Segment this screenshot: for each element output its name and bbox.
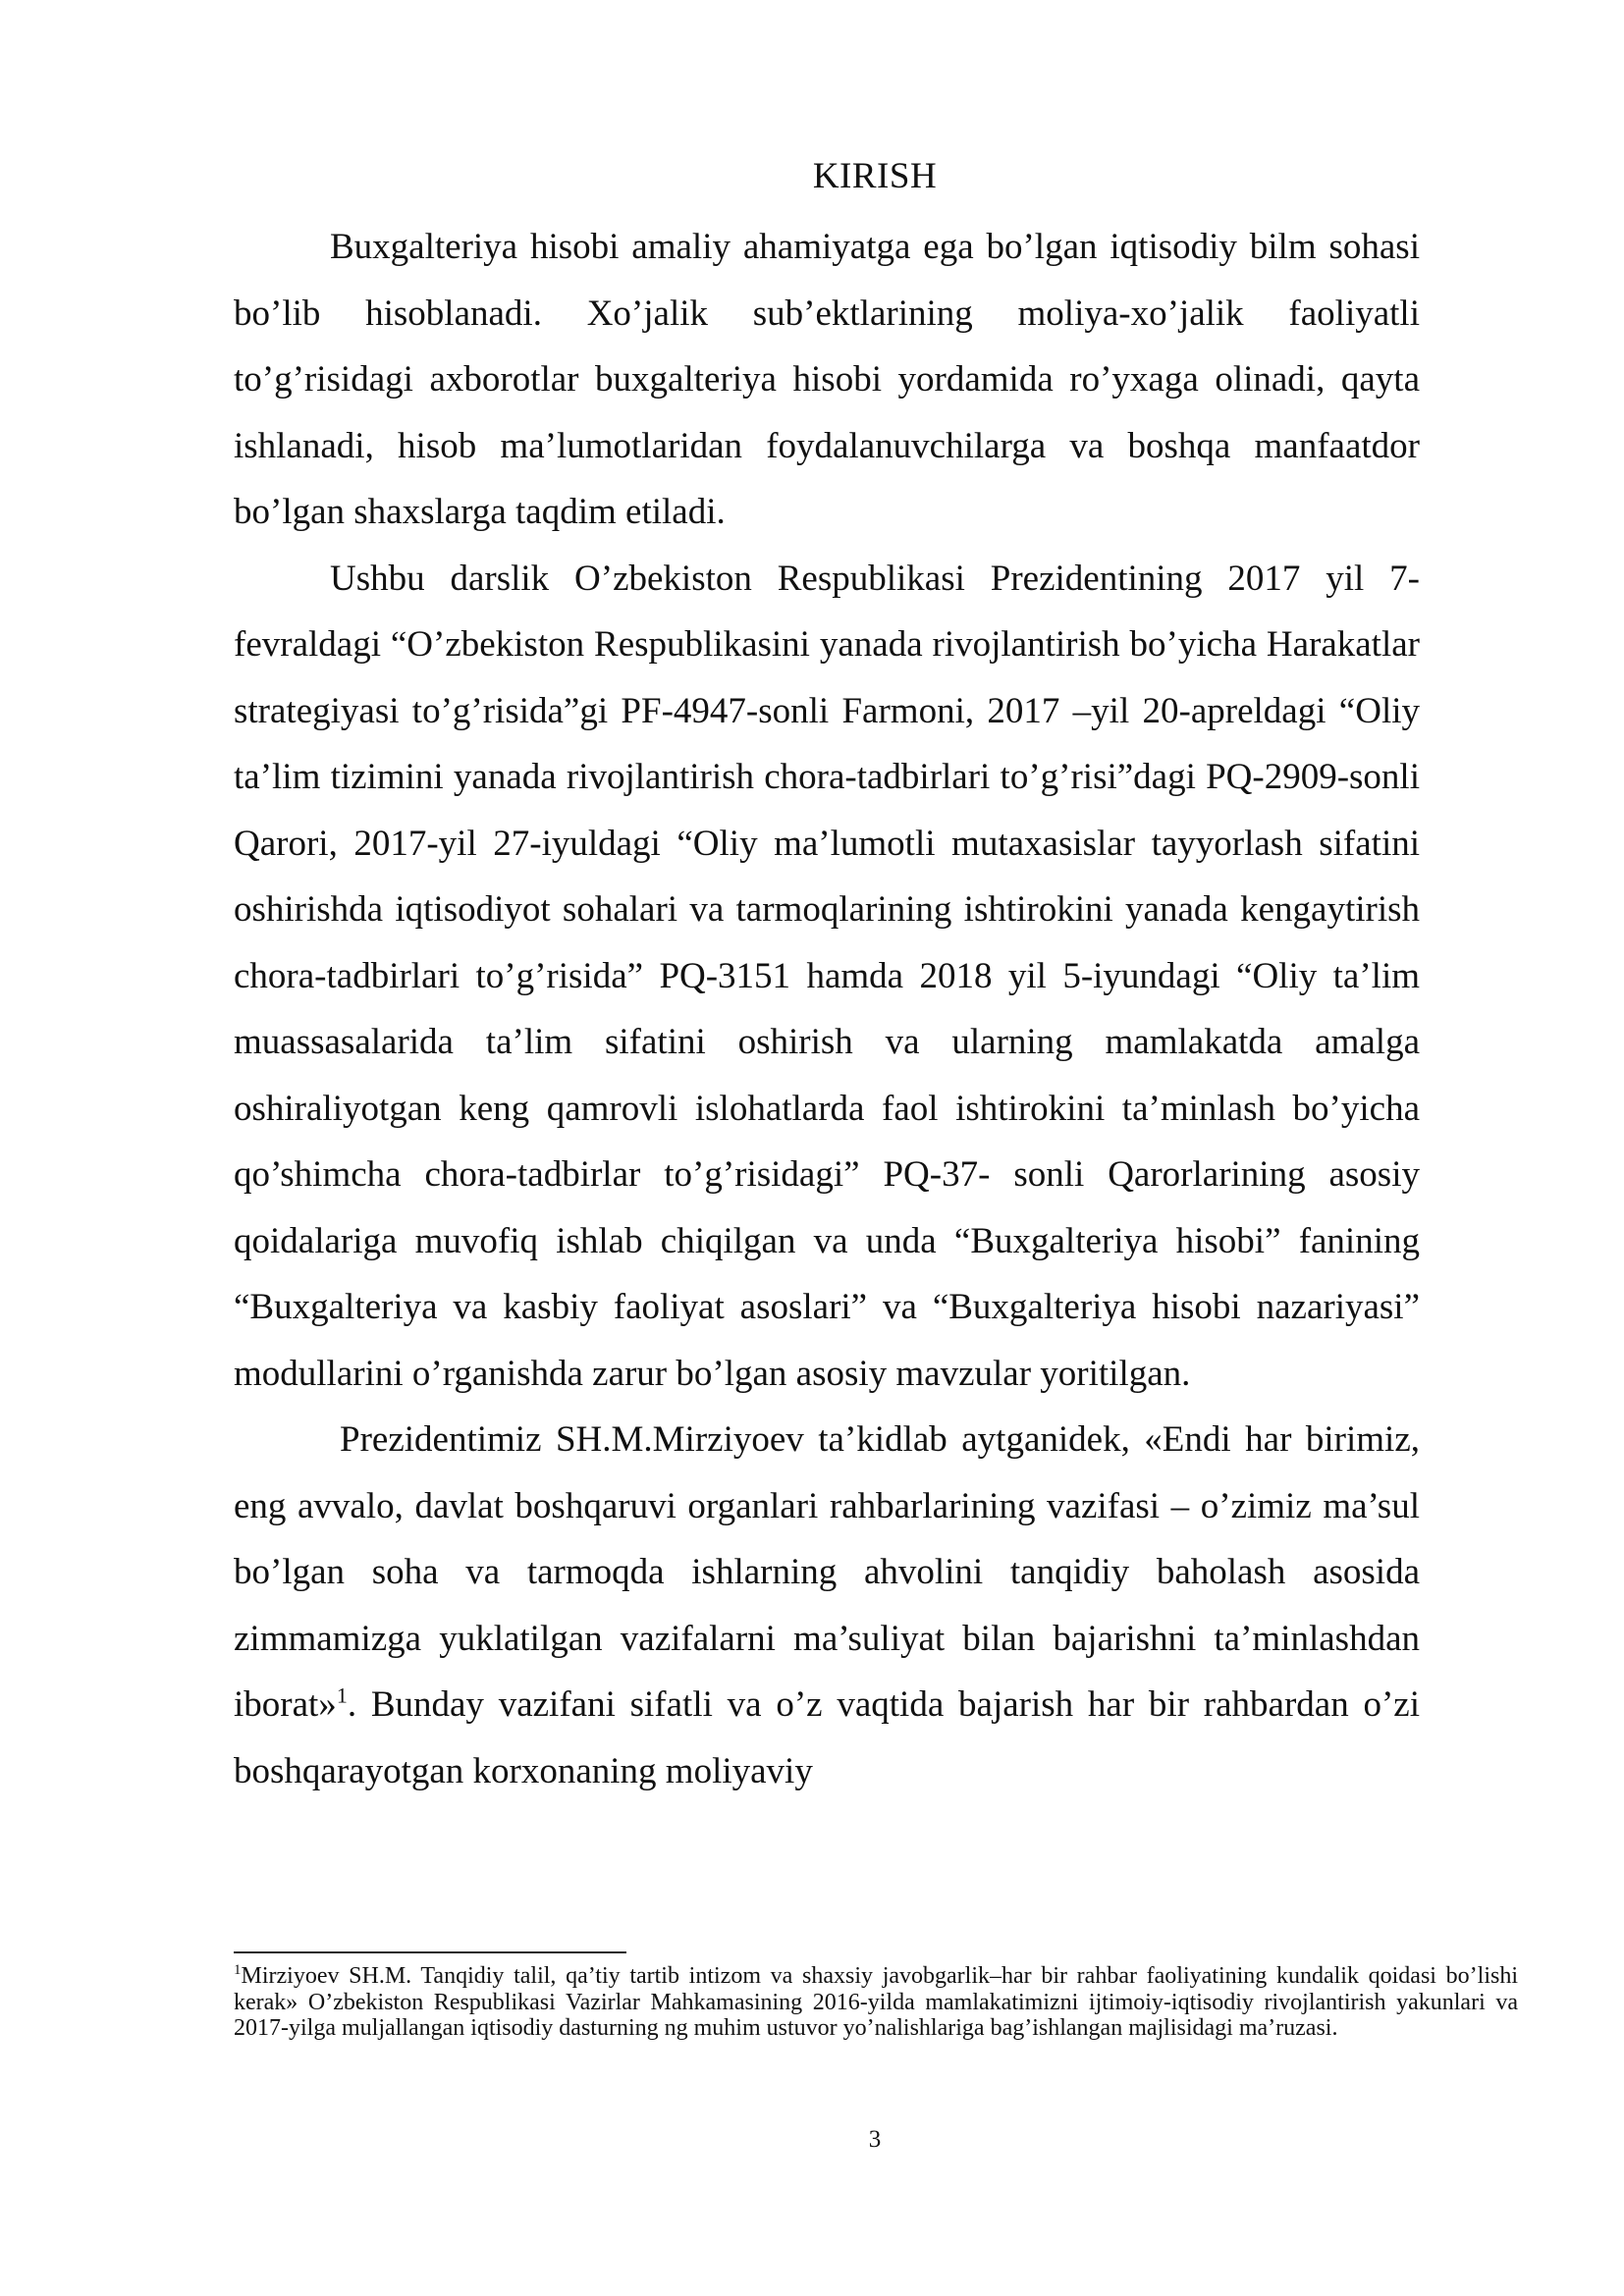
paragraph-quote-text: Prezidentimiz SH.M.Mirziyoev ta’kidlab aytganidek, «Endi har birimiz, eng avvalo, davlat boshqaruvi organlari rahbarlarining vazifasi – o’zimiz ma’sul bo’lgan soha va tarmoqda ishlarning ahvolini tanqidiy baholash asosida zimmamizga yuklatilgan vazifalarni ma’suliyat bilan bajarishni ta’minlashdan iborat» [234,1419,1420,1725]
footnote [234,1963,1518,2042]
footnote-text: Mirziyoev SH.M. Tanqidiy talil, qa’tiy tartib intizom va shaxsiy javobgarlik–har bir rahbar faoliyatining kundalik qoidasi bo’lishi kerak» O’zbekiston Respublikasi Vazirlar Mahkamasining 2016-yilda mamlakatimizni ijtimoiy-iqtisodiy rivojlantirish yakunlari va 2017-yilga muljallangan iqtisodiy dasturning ng muhim ustuvor yo’nalishlariga bag’ishlangan majlisidagi ma’ruzasi. [234,1963,1518,2041]
paragraph-intro: Buxgalteriya hisobi amaliy ahamiyatga ega bo’lgan iqtisodiy bilm sohasi bo’lib hisoblanadi. Xo’jalik sub’ektlarining moliya-xo’jalik faoliyatli to’g’risidagi axborotlar buxgalteriya hisobi yordamida ro’yxaga olinadi, qayta ishlanadi, hisob ma’lumotlaridan foydalanuvchilarga va boshqa manfaatdor bo’lgan shaxslarga taqdim etiladi. [234,227,1420,532]
paragraph-textbook-basis: Ushbu darslik O’zbekiston Respublikasi Prezidentining 2017 yil 7-fevraldagi “O’zbekiston Respublikasini yanada rivojlantirish bo’yicha Harakatlar strategiyasi to’g’risida”gi PF-4947-sonli Farmoni, 2017 –yil 20-apreldagi “Oliy ta’lim tizimini yanada rivojlantirish chora-tadbirlari to’g’risi”dagi PQ-2909-sonli Qarori, 2017-yil 27-iyuldagi “Oliy ma’lumotli mutaxasislar tayyorlash sifatini oshirishda iqtisodiyot sohalari va tarmoqlarining ishtirokini yanada kengaytirish chora-tadbirlari to’g’risida” PQ-3151 hamda 2018 yil 5-iyundagi “Oliy ta’lim muassasalarida ta’lim sifatini oshirish va ularning mamlakatda amalga oshiraliyotgan keng qamrovli islohatlarda faol ishtirokini ta’minlash bo’yicha qo’shimcha chora-tadbirlar to’g’risidagi” PQ-37- sonli Qarorlarining asosiy qoidalariga muvofiq ishlab chiqilgan va unda “Buxgalteriya hisobi” fanining “Buxgalteriya va kasbiy faoliyat asoslari” va “Buxgalteriya hisobi nazariyasi” modullarini o’rganishda zarur bo’lgan asosiy mavzular yoritilgan. [234,558,1420,1394]
page-number: 3 [868,2126,882,2153]
paragraph-president-quote [234,1407,1420,1804]
footnote-mark: 1 [234,1962,242,1978]
paragraph-continuation-text: . Bunday vazifani sifatli va o’z vaqtida bajarish har bir rahbardan o’zi boshqarayotgan korxonaning moliyaviy [234,1684,1420,1791]
footnote-divider [234,1951,626,1953]
page-title: KIRISH [812,156,938,196]
body-text [234,214,1420,1804]
footnote-reference[interactable]: 1 [336,1682,348,1708]
